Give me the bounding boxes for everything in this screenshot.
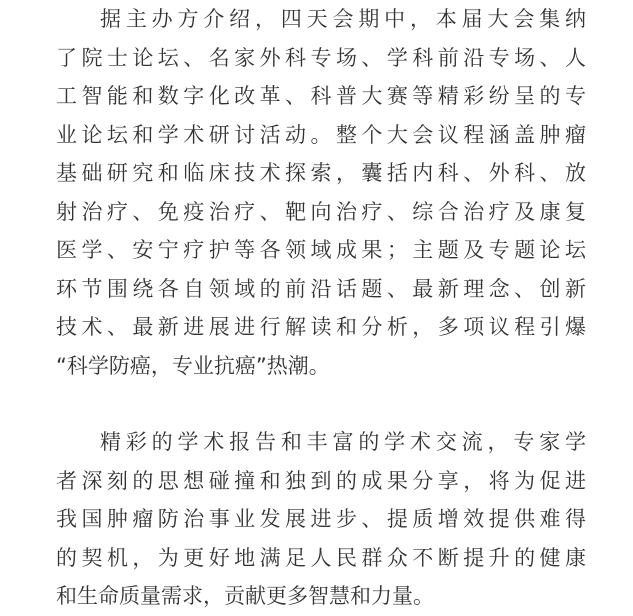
paragraph-line: 基础研究和临床技术探索，囊括内科、外科、放 <box>56 161 586 185</box>
paragraph-line: 医学、安宁疗护等各领域成果；主题及专题论坛 <box>56 238 586 262</box>
paragraph-line: 业论坛和学术研讨活动。整个大会议程涵盖肿瘤 <box>56 122 586 147</box>
paragraph-line: 环节围绕各自领域的前沿话题、最新理念、创新 <box>56 276 586 301</box>
paragraph-line: 的契机，为更好地满足人民群众不断提升的健康 <box>56 545 586 570</box>
article-body <box>56 0 586 616</box>
paragraph-line: 工智能和数字化改革、科普大赛等精彩纷呈的专 <box>56 84 586 108</box>
paragraph-line: “科学防癌，专业抗癌”热潮。 <box>56 353 330 378</box>
paragraph-line: 精彩的学术报告和丰富的学术交流，专家学 <box>100 430 586 454</box>
paragraph-spacer <box>56 385 586 423</box>
paragraph-line: 技术、最新进展进行解读和分析，多项议程引爆 <box>56 315 586 339</box>
paragraph-line: 射治疗、免疫治疗、靶向治疗、综合治疗及康复 <box>56 199 586 224</box>
paragraph-2 <box>56 423 586 616</box>
paragraph-line: 了院士论坛、名家外科专场、学科前沿专场、人 <box>56 45 586 70</box>
paragraph-line: 者深刻的思想碰撞和独到的成果分享，将为促进 <box>56 468 586 493</box>
paragraph-1 <box>56 0 586 385</box>
paragraph-line: 和生命质量需求，贡献更多智慧和力量。 <box>56 584 434 608</box>
paragraph-line: 据主办方介绍，四天会期中，本届大会集纳 <box>100 7 586 31</box>
paragraph-line: 我国肿瘤防治事业发展进步、提质增效提供难得 <box>56 507 586 531</box>
